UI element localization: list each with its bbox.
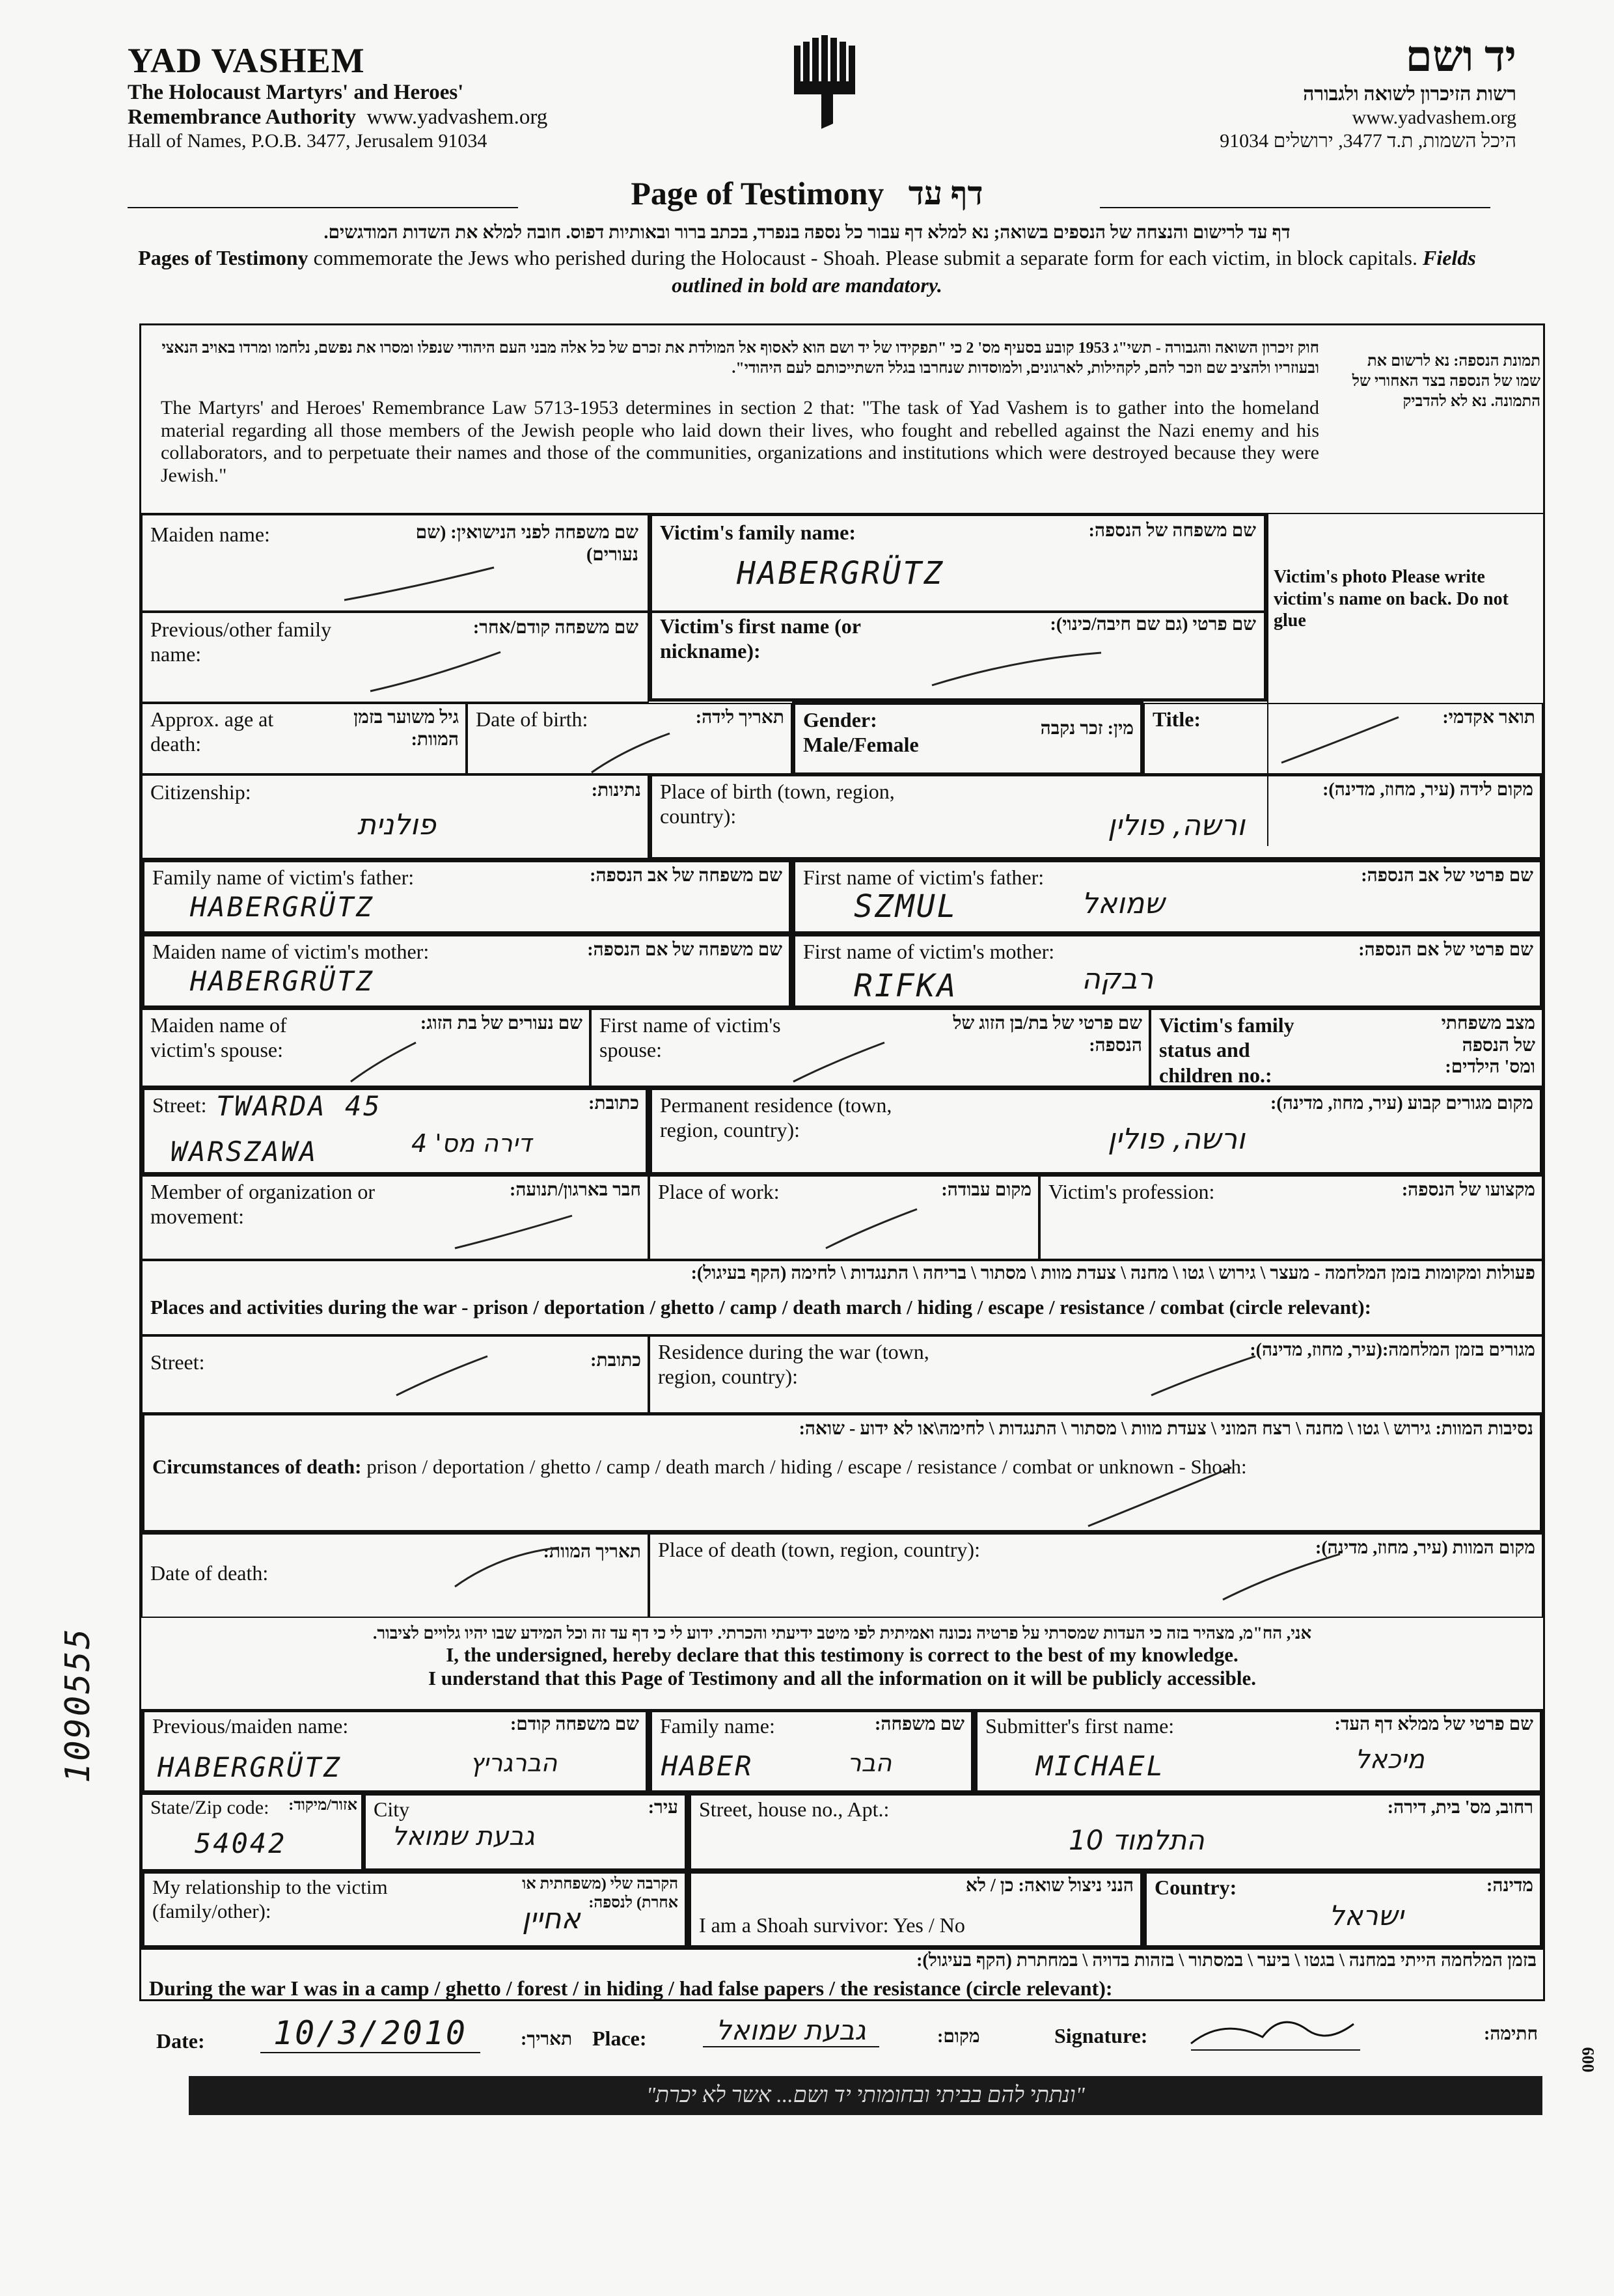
father-family-name-field[interactable]: Family name of victim's father: שם משפחה של אב הנספה: HABERGRÜTZ [141, 859, 792, 935]
testimony-form [139, 323, 1545, 2001]
blank-mark-icon [1082, 1461, 1238, 1533]
blank-mark-icon [585, 730, 676, 776]
place-of-birth-value: ורשה, פולין [1108, 809, 1246, 842]
side-number: 1090555 [59, 1626, 98, 1783]
blank-mark-icon [390, 1350, 494, 1402]
org-url: www.yadvashem.org [366, 105, 548, 130]
blank-mark-icon [819, 1203, 923, 1255]
footer-quote: "ונתתי להם בביתי ובחומותי יד ושם... אשר לא יכרת" [189, 2076, 1542, 2115]
maiden-name-field[interactable]: Maiden name: שם משפחה לפני הנישואין: (שם נעורים) [141, 514, 649, 612]
divider [652, 610, 1265, 613]
submitter-previous-name-value: HABERGRÜTZ [157, 1751, 342, 1783]
submitter-city-field[interactable]: City עיר: גבעת שמואל [362, 1792, 688, 1872]
submitter-previous-name-he-value: הברגריץ [470, 1749, 558, 1777]
blank-mark-icon [448, 1541, 566, 1593]
page-code: 600 [1578, 2047, 1598, 2073]
blank-mark-icon [787, 1036, 891, 1088]
org-he-url: www.yadvashem.org [1352, 107, 1516, 129]
victim-family-name-field[interactable]: Victim's family name: שם משפחה של הנספה: HABERGRÜTZ Victim's first name (or nickname): שם פרטי (גם שם חיבה/כינוי): [649, 513, 1267, 702]
place-of-death-field[interactable]: Place of death (town, region, country): מקום המוות (עיר, מחוז, מדינה): [649, 1533, 1543, 1618]
org-name-en: YAD VASHEM [128, 41, 365, 80]
org-he-address: היכל השמות, ת.ד 3477, ירושלים 91034 [1220, 130, 1516, 152]
signature-he-label: חתימה: [1484, 2024, 1539, 2044]
date-label: Date: [156, 2029, 205, 2053]
header-left [128, 40, 547, 152]
photo-note-en: Victim's photo Please write victim's name on back. Do not glue [1274, 567, 1509, 631]
father-family-name-value: HABERGRÜTZ [190, 891, 374, 923]
org-line1: The Holocaust Martyrs' and Heroes' [128, 81, 464, 105]
submitter-survivor-field[interactable]: הנני ניצול שואה: כן / לא I am a Shoah survivor: Yes / No [688, 1870, 1143, 1948]
submitter-relationship-value: אחיין [522, 1902, 581, 1935]
org-name-he: יד ושם [1405, 33, 1516, 81]
submitter-city-value: גבעת שמואל [392, 1822, 535, 1852]
mother-first-name-field[interactable]: First name of victim's mother: שם פרטי של אם הנספה: RIFKA רבקה [792, 933, 1543, 1009]
gender-field[interactable]: Gender: Male/Female מין: זכר נקבה [792, 702, 1143, 776]
blank-mark-icon [1275, 711, 1405, 769]
spouse-first-name-field[interactable]: First name of victim's spouse: שם פרטי של בת/בן הזוג של הנספה: [590, 1009, 1150, 1087]
place-value[interactable]: גבעת שמואל [703, 2014, 879, 2047]
mother-first-name-value: RIFKA [854, 968, 958, 1004]
blank-mark-icon [1145, 1350, 1262, 1402]
citizenship-field[interactable]: Citizenship: נתינות: פולנית [141, 774, 649, 859]
street-apt-value: דירה מס' 4 [411, 1129, 532, 1158]
permanent-residence-value: ורשה, פולין [1108, 1123, 1246, 1156]
submitter-street-value: התלמוד 10 [1069, 1824, 1205, 1856]
submitter-war-experience[interactable]: בזמן המלחמה הייתי במחנה \ בגטו \ ביער \ במסתור \ בזהות בדויה \ במחתרת (הקף בעיגול): During the war I was in a camp / ghetto / forest / in hiding / had false papers / the resistance (circle relevant): [141, 1948, 1543, 2003]
blank-mark-icon [338, 561, 500, 607]
org-address: Hall of Names, P.O.B. 3477, Jerusalem 91034 [128, 130, 487, 152]
mother-maiden-name-field[interactable]: Maiden name of victim's mother: שם משפחה של אם הנספה: HABERGRÜTZ [141, 933, 792, 1009]
submitter-street-field[interactable]: Street, house no., Apt.: רחוב, מס' בית, דירה: התלמוד 10 [688, 1792, 1543, 1872]
submitter-family-name-value: HABER [661, 1750, 754, 1782]
submitter-first-name-he-value: מיכאל [1355, 1745, 1425, 1775]
header-right [1220, 31, 1516, 153]
page-title: Page of Testimony דף עד [631, 175, 983, 212]
org-line2: Remembrance Authority www.yadvashem.org [128, 105, 548, 130]
law-section [141, 325, 1543, 514]
place-of-birth-field[interactable]: Place of birth (town, region, country): מקום לידה (עיר, מחוז, מדינה): ורשה, פולין [649, 773, 1543, 860]
blank-mark-icon [1216, 1548, 1347, 1606]
place-he-label: מקום: [937, 2027, 980, 2047]
submitter-zip-field[interactable]: State/Zip code: אזור/מיקוד: 54042 [141, 1794, 362, 1870]
profession-field[interactable]: Victim's profession: מקצועו של הנספה: [1039, 1175, 1543, 1260]
title-field[interactable]: Title: תואר אקדמי: [1143, 703, 1543, 774]
org-he-line1: רשות הזיכרון לשואה ולגבורה [1303, 83, 1516, 105]
submitter-country-field[interactable]: Country: מדינה: ישראל [1143, 1870, 1543, 1948]
date-value[interactable]: 10/3/2010 [260, 2014, 480, 2053]
spouse-maiden-name-field[interactable]: Maiden name of victim's spouse: שם נעורים של בת הזוג: [141, 1009, 590, 1087]
approx-age-field[interactable]: Approx. age at death: גיל משוער בזמן המוות: [141, 703, 467, 774]
previous-family-name-field[interactable]: Previous/other family name: שם משפחה קודם/אחר: [141, 612, 649, 703]
submitter-family-name-field[interactable]: Family name: שם משפחה: HABER הבר [649, 1709, 974, 1794]
mother-maiden-name-value: HABERGRÜTZ [190, 965, 374, 997]
intro-he: דף עד לרישום והנצחה של הנספים בשואה; נא למלא דף עבור כל נספה בנפרד, בכתב ברור ובאותיות דפוס. חובה למלא את השדות המודגשים. [323, 223, 1291, 243]
blank-mark-icon [925, 646, 1108, 692]
declaration: אני, הח"מ, מצהיר בזה כי העדות שמסרתי על פרטיה נכונה ואמיתית לפי מיטב ידיעתי והכרתי. ידוע לי כי דף עד זה וכל המידע שבו יהיו גלויים לציבור. I, the undersigned, hereby declare that this testimony is correct to the best of my knowledge. I understand that this Page of Testimony and all the information on it will be publicly accessible. [372, 1624, 1312, 1690]
victim-family-name-value: HABERGRÜTZ [737, 555, 944, 592]
father-first-name-he-value: שמואל [1082, 887, 1165, 920]
street-city-value: WARSZAWA [171, 1136, 318, 1168]
yad-vashem-logo-icon [787, 33, 872, 130]
photo-note-he: תמונת הנספה: נא לרשום את שמו של הנספה בצד האחורי של התמונה. נא לא להדביק [1352, 353, 1540, 411]
place-label: Place: [592, 2027, 647, 2050]
residence-during-war-field[interactable]: Residence during the war (town, region, country): מגורים בזמן המלחמה:(עיר, מחוז, מדינה): [649, 1335, 1543, 1414]
submitter-family-name-he-value: הבר [847, 1749, 892, 1777]
place-of-work-field[interactable]: Place of work: מקום עבודה: [649, 1175, 1039, 1260]
member-org-field[interactable]: Member of organization or movement: חבר בארגון/תנועה: [141, 1175, 649, 1260]
blank-mark-icon [448, 1209, 579, 1255]
date-of-death-field[interactable]: Date of death: תאריך המוות: [141, 1533, 649, 1618]
mother-first-name-he-value: רבקה [1082, 963, 1154, 996]
signature-label: Signature: [1054, 2024, 1148, 2047]
permanent-residence-field[interactable]: Permanent residence (town, region, country): מקום מגורים קבוע (עיר, מחוז, מדינה): ורשה, פולין [649, 1087, 1543, 1175]
submitter-zip-value: 54042 [195, 1827, 287, 1859]
date-he-label: תאריך: [521, 2029, 573, 2049]
submitter-previous-name-field[interactable]: Previous/maiden name: שם משפחה קודם: HABERGRÜTZ הברגריץ [141, 1709, 649, 1794]
circumstances-of-death-field[interactable]: נסיבות המוות: גירוש \ גטו \ מחנה \ רצח המוני \ צעדת מוות \ מסתור \ התנגדות \ לחימה\או לא ידוע - שואה: Circumstances of death: prison / deportation / ghetto / camp / death march / hiding / escape / resistance / combat or unknown - Shoah: [141, 1412, 1543, 1533]
places-during-war-field[interactable]: פעולות ומקומות בזמן המלחמה - מעצר \ גירוש \ גטו \ מחנה \ צעדת מוות \ מסתור \ בריחה \ התנגדות \ לחימה (הקף בעיגול): Places and activities during the war - prison / deportation / ghetto / camp / death march / hiding / escape / resistance / combat (circle relevant): [141, 1260, 1543, 1335]
submitter-first-name-field[interactable]: Submitter's first name: שם פרטי של ממלא דף העד: MICHAEL מיכאל [974, 1709, 1543, 1794]
street-field[interactable]: Street: TWARDA 45 כתובת: WARSZAWA דירה מס' 4 [141, 1087, 649, 1175]
blank-mark-icon [344, 1036, 422, 1088]
street-during-war-field[interactable]: Street: כתובת: [141, 1335, 649, 1414]
signature-icon[interactable] [1184, 2004, 1367, 2057]
blank-mark-icon [364, 646, 507, 698]
intro-text: דף עד לרישום והנצחה של הנספים בשואה; נא למלא דף עבור כל נספה בנפרד, בכתב ברור ובאותיות דפוס. חובה למלא את השדות המודגשים. Pages of Testimony commemorate the Jews who perished during the Holocaust - Shoah. Please submit a separate form for each victim, in block capitals. Fields outlined in bold are mandatory. [137, 221, 1477, 299]
father-first-name-value: SZMUL [854, 888, 958, 925]
submitter-country-value: ישראל [1329, 1900, 1404, 1932]
submitter-first-name-value: MICHAEL [1036, 1750, 1166, 1782]
citizenship-value: פולנית [357, 808, 436, 841]
family-status-field[interactable]: Victim's family status and children no.: מצב משפחתי של הנספה ומס' הילדים: [1150, 1009, 1543, 1087]
law-en: The Martyrs' and Heroes' Remembrance Law 5713-1953 determines in section 2 that: "The task of Yad Vashem is to gather into the homeland material regarding all those members of the Jewish people who laid down their lives, who fought and rebelled against the Nazi enemy and his collaborators, and to perpetuate their names and those of the communities, organizations and institutions which were destroyed because they were Jewish." [161, 397, 1319, 486]
father-first-name-field[interactable]: First name of victim's father: שם פרטי של אב הנספה: SZMUL שמואל [792, 859, 1543, 935]
date-of-birth-field[interactable]: Date of birth: תאריך לידה: [467, 703, 792, 774]
law-he: חוק זיכרון השואה והגבורה - תשי"ג 1953 קובע בסעיף מס' 2 כי "תפקידו של יד ושם הוא לאסוף אל המולדת את זכרם של כל אלה מבני העם היהודי שנפלו ומסרו את נפשם, נלחמו ומרדו באויב הנאצי ובעוזריו ולהציב שם וזכר להם, לקהילות, לארגונים, ולמוסדות שנחרבו בגלל השתייכותם לעם היהודי". [161, 340, 1319, 377]
street-value: TWARDA 45 [216, 1090, 382, 1122]
submitter-relationship-field[interactable]: My relationship to the victim (family/other): הקרבה שלי (משפחתית או אחרת) לנספה: אחיין [141, 1870, 688, 1948]
